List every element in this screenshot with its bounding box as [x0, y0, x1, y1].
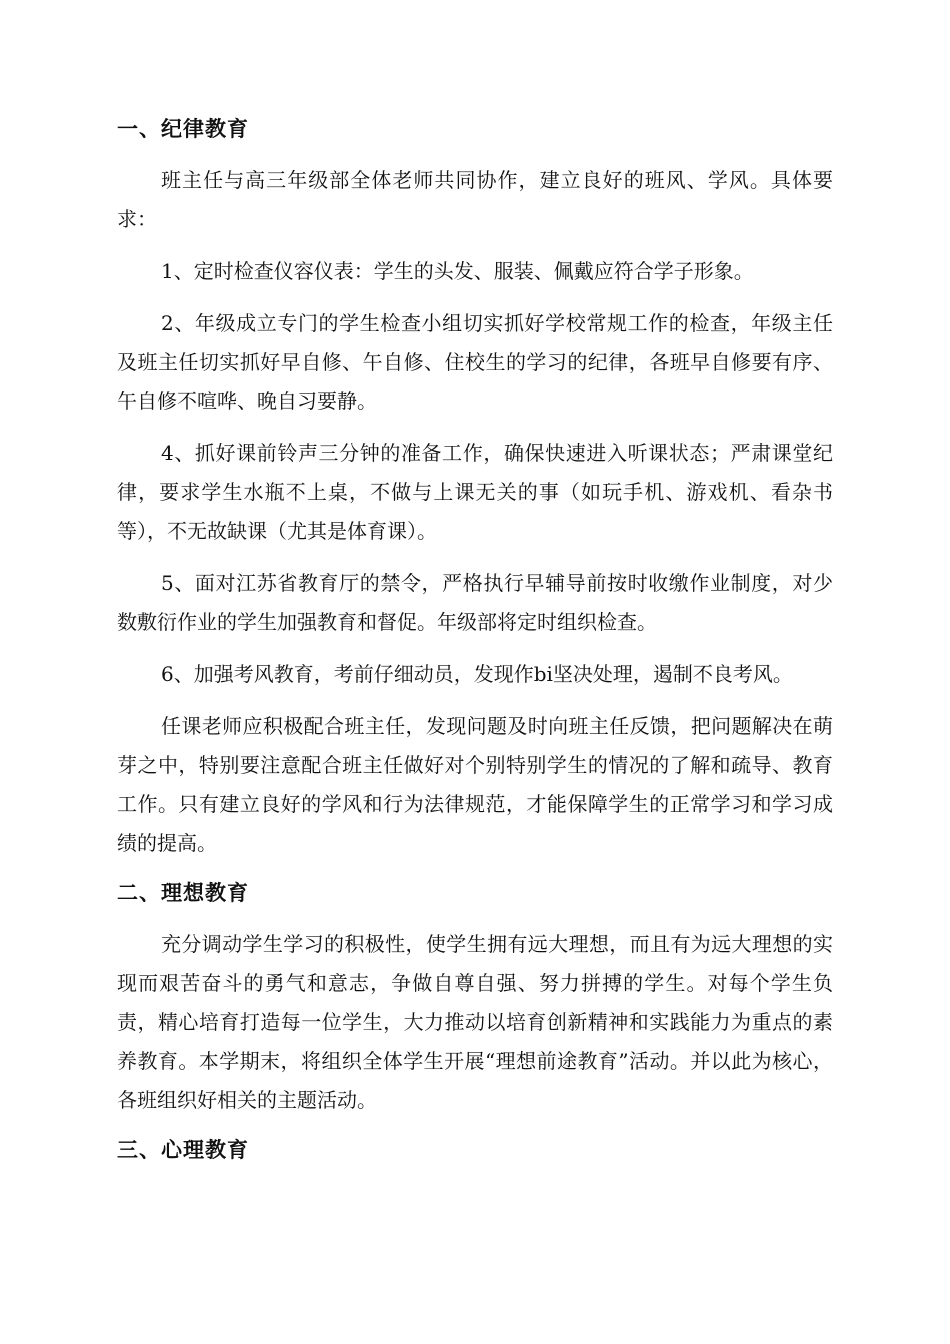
- paragraph: 4、抓好课前铃声三分钟的准备工作，确保快速进入听课状态；严肃课堂纪律，要求学生水瓶不上桌，不做与上课无关的事（如玩手机、游戏机、看杂书等），不无故缺课（尤其是体育课）。: [117, 441, 833, 543]
- paragraph: 6、加强考风教育，考前仔细动员，发现作bi坚决处理，遏制不良考风。: [161, 662, 793, 686]
- paragraph: 充分调动学生学习的积极性，使学生拥有远大理想，而且有为远大理想的实现而艰苦奋斗的勇气和意志，争做自尊自强、努力拼搏的学生。对每个学生负责，精心培育打造每一位学生，大力推动以培育创新精神和实践能力为重点的素养教育。本学期末，将组织全体学生开展“理想前途教育”活动。并以此为核心，各班组织好相关的主题活动。: [117, 932, 833, 1112]
- paragraph: 5、面对江苏省教育厅的禁令，严格执行早辅导前按时收缴作业制度，对少数敷衍作业的学生加强教育和督促。年级部将定时组织检查。: [117, 571, 833, 634]
- section-heading: 二、理想教育: [117, 881, 249, 905]
- section-discipline: [117, 112, 833, 863]
- paragraph: 2、年级成立专门的学生检查小组切实抓好学校常规工作的检查，年级主任及班主任切实抓好早自修、午自修、住校生的学习的纪律，各班早自修要有序、午自修不喧哗、晚自习要静。: [117, 311, 833, 413]
- section-psychology: [117, 1133, 833, 1167]
- paragraph: 1、定时检查仪容仪表：学生的头发、服装、佩戴应符合学子形象。: [161, 259, 754, 283]
- section-heading: 三、心理教育: [117, 1138, 249, 1162]
- section-heading: 一、纪律教育: [117, 117, 249, 141]
- paragraph: 班主任与高三年级部全体老师共同协作，建立良好的班风、学风。具体要求：: [117, 168, 833, 231]
- document-body: [117, 112, 833, 1182]
- section-ideals: [117, 876, 833, 1120]
- paragraph: 任课老师应积极配合班主任，发现问题及时向班主任反馈，把问题解决在萌芽之中，特别要注意配合班主任做好对个别特别学生的情况的了解和疏导、教育工作。只有建立良好的学风和行为法律规范，才能保障学生的正常学习和学习成绩的提高。: [117, 714, 833, 855]
